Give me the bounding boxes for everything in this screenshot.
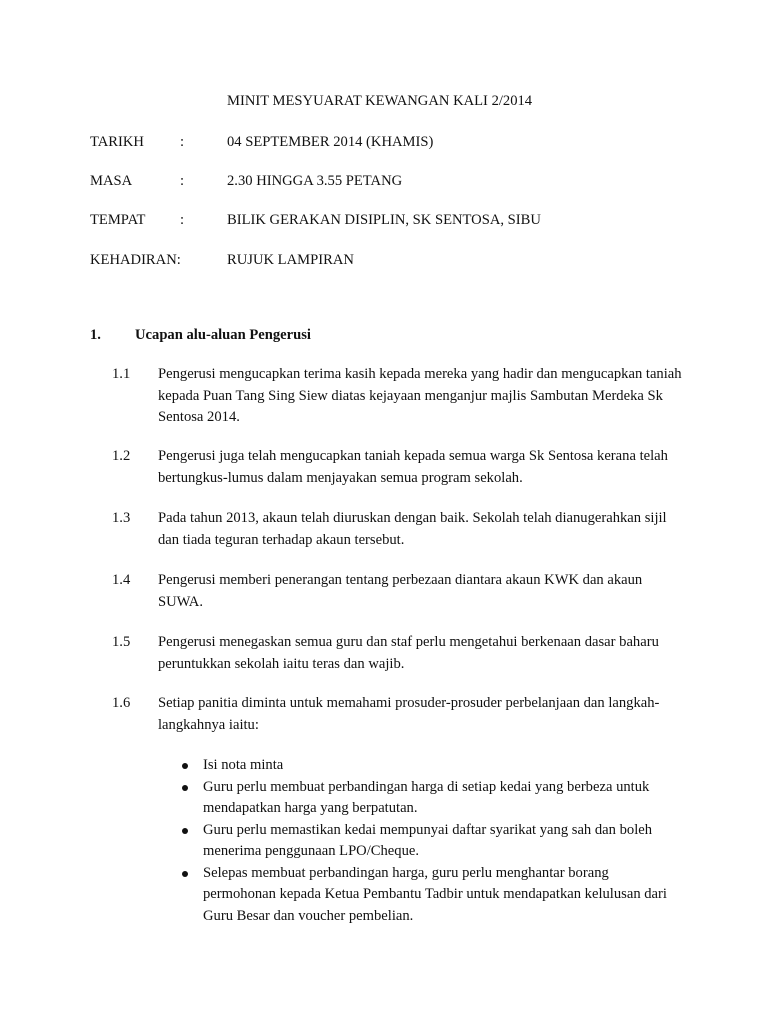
item-text: Setiap panitia diminta untuk memahami prosuder-prosuder perbelanjaan dan langkah-langkahnya iaitu: bbox=[158, 695, 660, 733]
meta-colon: : bbox=[180, 134, 185, 150]
meta-value: 04 SEPTEMBER 2014 (KHAMIS) bbox=[227, 134, 434, 150]
item-text: Pengerusi juga telah mengucapkan taniah kepada semua warga Sk Sentosa kerana telah bertungkus-lumus dalam menjayakan semua program sekolah. bbox=[158, 448, 668, 486]
bullet-item bbox=[180, 820, 680, 863]
section-title: Ucapan alu-aluan Pengerusi bbox=[135, 327, 311, 343]
item-number: 1.2 bbox=[112, 448, 131, 464]
bullet-item bbox=[180, 755, 680, 777]
meta-label: TEMPAT bbox=[90, 212, 146, 228]
meta-colon: : bbox=[180, 212, 185, 228]
item-number: 1.3 bbox=[112, 510, 131, 526]
bullet-icon bbox=[182, 871, 188, 877]
section-number: 1. bbox=[90, 327, 101, 343]
item-text: Pengerusi memberi penerangan tentang perbezaan diantara akaun KWK dan akaun SUWA. bbox=[158, 572, 643, 610]
bullet-text: Selepas membuat perbandingan harga, guru perlu menghantar borang permohonan kepada Ketua Pembantu Tadbir untuk mendapatkan kelulusan dari Guru Besar dan voucher pembelian. bbox=[203, 864, 667, 924]
bullet-item bbox=[180, 777, 680, 820]
item-text: Pengerusi mengucapkan terima kasih kepada mereka yang hadir dan mengucapkan taniah kepada Puan Tang Sing Siew diatas kejayaan menganjur majlis Sambutan Merdeka Sk Sentosa 2014. bbox=[158, 366, 682, 425]
meta-label: KEHADIRAN: bbox=[90, 252, 181, 268]
bullet-text: Guru perlu membuat perbandingan harga di setiap kedai yang berbeza untuk mendapatkan harga yang berpatutan. bbox=[203, 778, 650, 816]
item-text: Pengerusi menegaskan semua guru dan staf perlu mengetahui berkenaan dasar baharu peruntukkan sekolah iaitu teras dan wajib. bbox=[158, 634, 659, 672]
meta-label: MASA bbox=[90, 173, 133, 189]
bullet-text: Guru perlu memastikan kedai mempunyai daftar syarikat yang sah dan boleh menerima penggunaan LPO/Cheque. bbox=[203, 821, 653, 859]
item-number: 1.5 bbox=[112, 634, 131, 650]
bullet-icon bbox=[182, 828, 188, 834]
item-number: 1.6 bbox=[112, 695, 131, 711]
bullet-text: Isi nota minta bbox=[203, 757, 284, 773]
bullet-item bbox=[180, 863, 680, 928]
meta-label: TARIKH bbox=[90, 134, 144, 150]
bullet-icon bbox=[182, 785, 188, 791]
document-title: MINIT MESYUARAT KEWANGAN KALI 2/2014 bbox=[227, 93, 533, 109]
meta-value: RUJUK LAMPIRAN bbox=[227, 252, 354, 268]
meta-value: 2.30 HINGGA 3.55 PETANG bbox=[227, 173, 403, 189]
meta-colon: : bbox=[180, 173, 185, 189]
item-text: Pada tahun 2013, akaun telah diuruskan dengan baik. Sekolah telah dianugerahkan sijil dan tiada teguran terhadap akaun tersebut. bbox=[158, 510, 667, 548]
procedure-bullet-list bbox=[180, 755, 680, 927]
item-number: 1.4 bbox=[112, 572, 131, 588]
item-number: 1.1 bbox=[112, 366, 131, 382]
bullet-icon bbox=[182, 763, 188, 769]
meta-value: BILIK GERAKAN DISIPLIN, SK SENTOSA, SIBU bbox=[227, 212, 541, 228]
